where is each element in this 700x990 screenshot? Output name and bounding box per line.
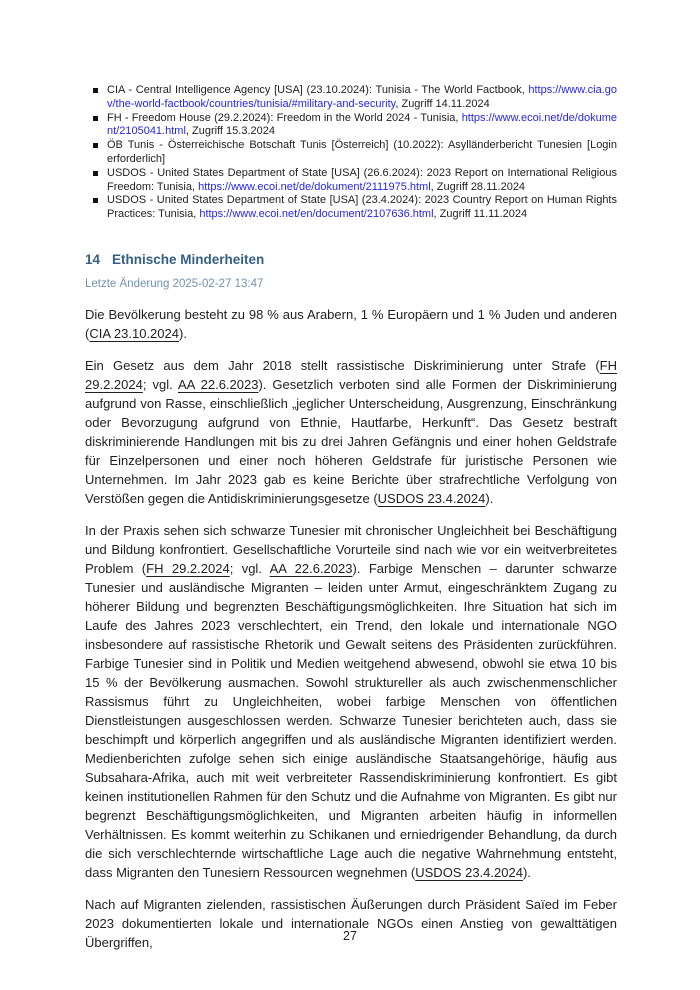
url-hyperlink[interactable]: https://www.cia.gov/the-world-factbook/countries/tunisia/#military-and-security xyxy=(107,84,617,110)
source-entry-text xyxy=(107,194,617,220)
source-list-item xyxy=(85,112,617,140)
bullet-square-icon xyxy=(93,198,98,203)
source-list xyxy=(85,84,617,222)
section-heading xyxy=(85,252,617,268)
bullet-square-icon xyxy=(93,143,98,148)
text-run: , Zugriff 28.11.2024 xyxy=(430,180,526,193)
url-hyperlink[interactable]: https://www.ecoi.net/de/dokument/2111975.html xyxy=(198,180,431,193)
text-run: Ein Gesetz aus dem Jahr 2018 stellt rassistische Diskriminierung unter Strafe ( xyxy=(85,357,600,373)
source-list-item xyxy=(85,194,617,222)
text-run: ÖB Tunis - Österreichische Botschaft Tunis [Österreich] (10.2022): Asylländerbericht Tunesien [Login erforderlich] xyxy=(107,139,617,165)
page-number: 27 xyxy=(343,929,357,943)
text-run: ). xyxy=(178,325,187,341)
text-run: In der Praxis sehen sich schwarze Tunesier mit chronischer Ungleichheit bei Beschäftigung und Bildung konfrontiert. Gesellschaftliche Vorurteile sind nach wie vor ein weitverbreitetes Problem ( xyxy=(85,522,617,576)
last-change-note: Letzte Änderung 2025-02-27 13:47 xyxy=(85,277,264,290)
section-title: Ethnische Minderheiten xyxy=(112,251,265,267)
text-run: Die Bevölkerung besteht zu 98 % aus Arabern, 1 % Europäern und 1 % Juden und anderen ( xyxy=(85,306,617,341)
text-run: ; vgl. xyxy=(142,376,178,392)
citation-link[interactable]: CIA 23.10.2024 xyxy=(89,325,179,341)
text-run: USDOS - United States Department of State [USA] (26.6.2024): 2023 Report on International Religious Freedom: Tunisia, xyxy=(107,166,617,193)
source-list-item xyxy=(85,84,617,112)
text-run: ). Gesetzlich verboten sind alle Formen der Diskriminierung aufgrund von Rasse, einschließlich „jeglicher Unterscheidung, Ausgrenzung, Einschränkung oder Bevorzugung aufgrund von Ethnie, Hautfarbe, Herkunft“. Das Gesetz bestraft diskriminierende Handlungen mit bis zu drei Jahren Gefängnis und einer hohen Geldstrafe für Einzelpersonen und einer noch höheren Geldstrafe für juristische Personen wie Unternehmen. Im Jahr 2023 gab es keine Berichte über strafrechtliche Verfolgung von Verstößen gegen die Antidiskriminierungsgesetze ( xyxy=(85,376,617,506)
text-run: USDOS - United States Department of State [USA] (23.4.2024): 2023 Country Report on Human Rights Practices: Tunisia, xyxy=(107,194,617,221)
source-entry-text xyxy=(107,112,617,138)
text-run: FH - Freedom House (29.2.2024): Freedom in the World 2024 - Tunisia, xyxy=(107,111,462,124)
source-list-item xyxy=(85,167,617,195)
citation-link[interactable]: USDOS 23.4.2024 xyxy=(377,490,486,506)
text-run: Nach auf Migranten zielenden, rassistischen Äußerungen durch Präsident Saïed im Feber 2023 dokumentierten lokale und internationale NGOs einen Anstieg von gewalttätigen Übergriffen, xyxy=(85,896,617,950)
text-run: ). Farbige Menschen – darunter schwarze Tunesier und ausländische Migranten – leiden unter Armut, eingeschränktem Zugang zu höherer Bildung und begrenzten Beschäftigungsmöglichkeiten. Ihre Situation hat sich im Laufe des Jahres 2023 verschlechtert, ein Trend, den lokale und internationale NGO insbesondere auf rassistische Rhetorik und Gewalt seitens des Präsidenten zurückführen. Farbige Tunesier sind in Politik und Medien weitgehend abwesend, obwohl sie etwa 10 bis 15 % der Bevölkerung ausmachen. Sowohl struktureller als auch zwischenmenschlicher Rassismus führt zu Ungleichheiten, wobei farbige Menschen von öffentlichen Dienstleistungen ausgeschlossen werden. Schwarze Tunesier berichteten auch, dass sie beschimpft und körperlich angegriffen und als ausländische Migranten identifiziert werden. Medienberichten zufolge sehen sich einige ausländische Staatsangehörige, häufig aus Subsahara-Afrika, auch mit weit verbreiteter Rassendiskriminierung konfrontiert. Es gibt keinen institutionellen Rahmen für den Schutz und die Aufnahme von Migranten. Es gibt nur begrenzt Beschäftigungsmöglichkeiten, und Migranten arbeiten häufig in informellen Verhältnissen. Es kommt weiterhin zu Schikanen und erniedrigender Behandlung, da durch die sich verschlechternde wirtschaftliche Lage auch die negative Wahrnehmung entsteht, dass Migranten den Tunesiern Ressourcen wegnehmen ( xyxy=(85,560,617,880)
citation-link[interactable]: FH 29.2.2024 xyxy=(85,357,617,392)
citation-link[interactable]: AA 22.6.2023 xyxy=(178,376,259,392)
text-run: , Zugriff 14.11.2024 xyxy=(395,97,490,110)
text-run: , Zugriff 11.11.2024 xyxy=(433,208,528,221)
paragraph-population xyxy=(85,305,617,343)
text-run: ). xyxy=(485,490,494,506)
text-run: CIA - Central Intelligence Agency [USA] (23.10.2024): Tunisia - The World Factbook, xyxy=(107,84,529,96)
citation-link[interactable]: AA 22.6.2023 xyxy=(269,560,353,576)
source-entry-text xyxy=(107,84,617,110)
source-list-item xyxy=(85,139,617,167)
citation-link[interactable]: USDOS 23.4.2024 xyxy=(415,864,523,880)
text-run: ). xyxy=(522,864,531,880)
bullet-square-icon xyxy=(93,171,98,176)
citation-link[interactable]: FH 29.2.2024 xyxy=(146,560,230,576)
paragraph-law-2018 xyxy=(85,356,617,508)
paragraph-practice xyxy=(85,521,617,882)
source-entry-text xyxy=(107,139,617,165)
text-run: ; vgl. xyxy=(229,560,270,576)
paragraph-migrant-attacks xyxy=(85,895,617,952)
url-hyperlink[interactable]: https://www.ecoi.net/de/dokument/2105041.html xyxy=(107,111,617,138)
url-hyperlink[interactable]: https://www.ecoi.net/en/document/2107636.html xyxy=(199,208,434,221)
section-number: 14 xyxy=(85,251,101,267)
bullet-square-icon xyxy=(93,88,98,93)
bullet-square-icon xyxy=(93,116,98,121)
source-entry-text xyxy=(107,167,617,193)
text-run: , Zugriff 15.3.2024 xyxy=(185,125,275,138)
